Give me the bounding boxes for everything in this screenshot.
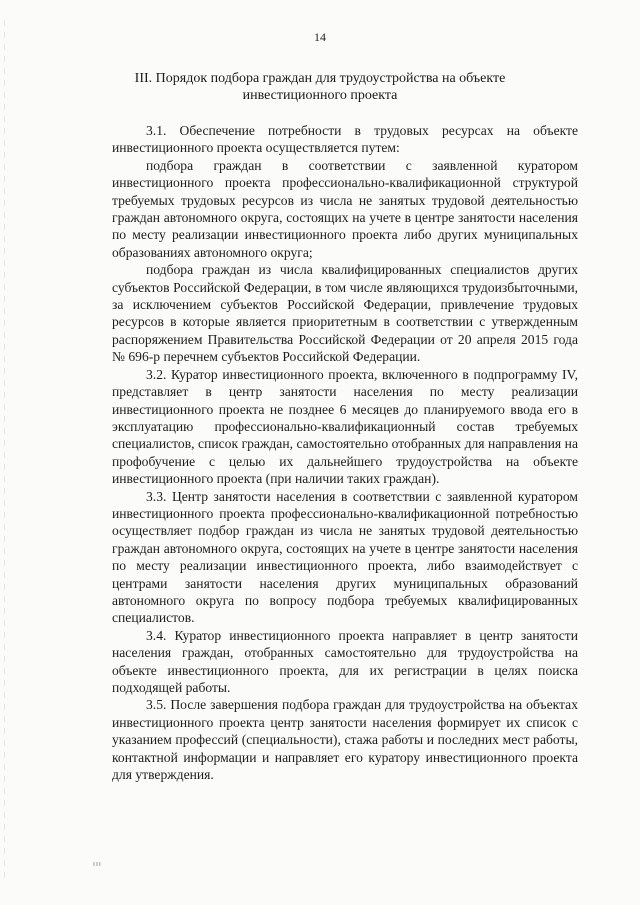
page-number: 14 [314,30,326,44]
paragraph-3-2: 3.2. Куратор инвестиционного проекта, включенного в подпрограмму IV, представляет в центр занятости населения по месту реализации инвестиционного проекта не позднее 6 месяцев до планируемого ввода его в эксплуатацию профессионально-квалификационный состав требуемых специалистов, список граждан, самостоятельно отобранных для направления на профобучение с целью их дальнейшего трудоустройства на объекте инвестиционного проекта (при наличии таких граждан). [112,366,578,487]
section-title: III. Порядок подбора граждан для трудоустройства на объекте инвестиционного проекта [134,71,506,103]
paragraph-3-4: 3.4. Куратор инвестиционного проекта направляет в центр занятости населения граждан, отобранных самостоятельно для трудоустройства на объекте инвестиционного проекта, для их регистрации в целях поиска подходящей работы. [112,627,578,695]
paragraph-3-1: 3.1. Обеспечение потребности в трудовых ресурсах на объекте инвестиционного проекта осуществляется путем: [112,123,578,156]
paragraph-3-1-item-1: подбора граждан в соответствии с заявленной куратором инвестиционного проекта профессионально-квалификационной структурой требуемых трудовых ресурсов из числа не занятых трудовой деятельностью граждан автономного округа, состоящих на учете в центре занятости населения по месту реализации инвестиционного проекта либо других муниципальных образованиях автономного округа; [112,157,578,260]
paragraph-3-5: 3.5. После завершения подбора граждан для трудоустройства на объектах инвестиционного проекта центр занятости населения формирует их список с указанием профессий (специальности), стажа работы и последних мест работы, контактной информации и направляет его куратору инвестиционного проекта для утверждения. [112,697,578,783]
document-body [112,122,578,783]
footer-mark: ııı [93,860,102,868]
paragraph-3-1-item-2: подбора граждан из числа квалифицированных специалистов других субъектов Российской Федерации, в том числе являющихся трудоизбыточными, за исключением субъектов Российской Федерации, привлечение трудовых ресурсов в которые является приоритетным в соответствии с утвержденным распоряжением Правительства Российской Федерации от 20 апреля 2015 года № 696-р перечнем субъектов Российской Федерации. [112,262,578,365]
paragraph-3-3: 3.3. Центр занятости населения в соответствии с заявленной куратором инвестиционного проекта профессионально-квалификационной потребностью осуществляет подбор граждан из числа не занятых трудовой деятельностью граждан автономного округа, состоящих на учете в центре занятости населения по месту реализации инвестиционного проекта, либо взаимодействует с центрами занятости населения других муниципальных образований автономного округа по вопросу подбора требуемых квалифицированных специалистов. [112,488,578,626]
